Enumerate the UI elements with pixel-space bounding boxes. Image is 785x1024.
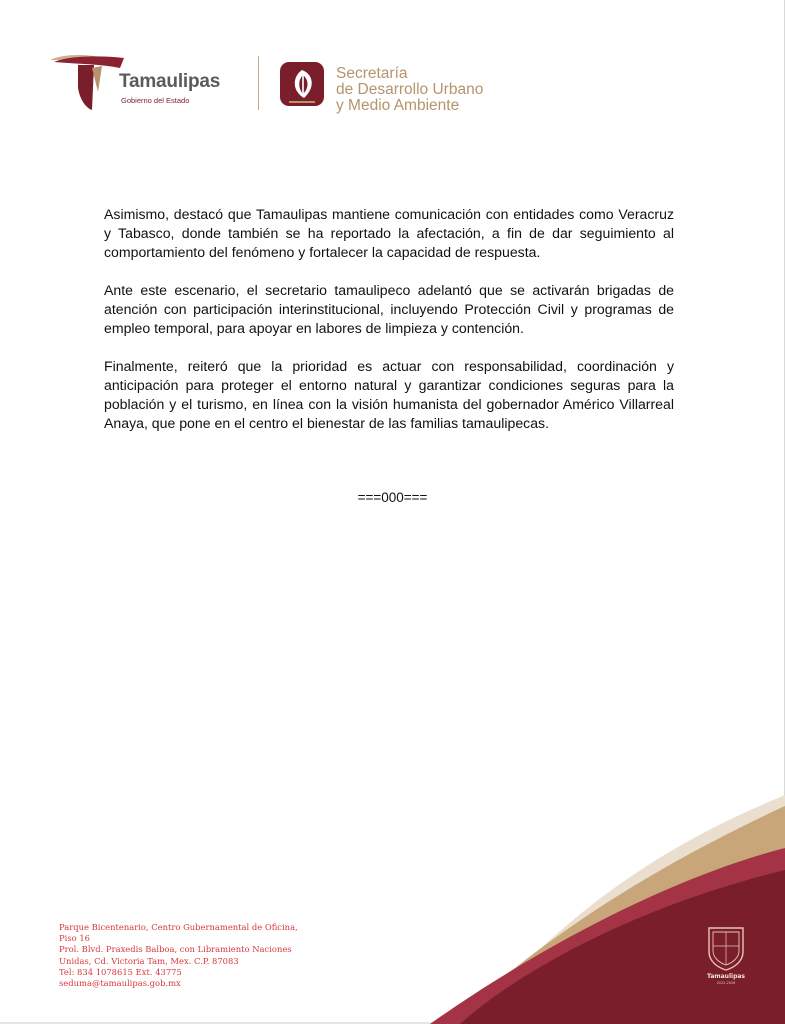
brand-name: Tamaulipas [119, 71, 221, 92]
phone-line: Tel: 834 1078615 Ext. 43775 [59, 966, 182, 977]
secretaria-line-1: Secretaría [336, 65, 408, 82]
tamaulipas-coat-of-arms-icon [703, 922, 749, 986]
closing-mark: ===000=== [357, 490, 428, 505]
footer-address [59, 922, 298, 989]
address-line-3: Prol. Blvd. Praxedis Balboa, con Libramiento Naciones [59, 944, 292, 955]
address-line-1: Parque Bicentenario, Centro Gubernamental de Oficina, [59, 922, 298, 932]
secretaria-line-3: y Medio Ambiente [336, 97, 460, 114]
body-paragraph-3: Finalmente, reiteró que la prioridad es actuar con responsabilidad, coordinación y anticipación para proteger el entorno natural y garantizar condiciones seguras para la población y el turismo, en línea con la visión humanista del gobernador Américo Villarreal Anaya, que pone en el centro el bienestar de las familias tamaulipecas. [104, 358, 674, 431]
secretaria-line-2: de Desarrollo Urbano [336, 81, 484, 98]
brand-subtitle: Gobierno del Estado [121, 96, 190, 105]
emblem-years: 2022-2028 [716, 981, 736, 985]
email-link[interactable]: seduma@tamaulipas.gob.mx [59, 978, 181, 989]
body-paragraph-1: Asimismo, destacó que Tamaulipas mantiene comunicación con entidades como Veracruz y Tabasco, donde también se ha reportado la afectación, a fin de dar seguimiento al comportamiento del fenómeno y fortalecer la capacidad de respuesta. [104, 206, 674, 260]
body-paragraph-2: Ante este escenario, el secretario tamaulipeco adelantó que se activarán brigadas de atención con participación interinstitucional, incluyendo Protección Civil y programas de empleo temporal, para apoyar en labores de limpieza y contención. [104, 282, 674, 336]
emblem-label: Tamaulipas [707, 973, 745, 980]
address-line-2: Piso 16 [59, 933, 90, 944]
address-line-4: Unidas, Cd. Victoria Tam, Mex. C.P. 87083 [59, 955, 239, 966]
